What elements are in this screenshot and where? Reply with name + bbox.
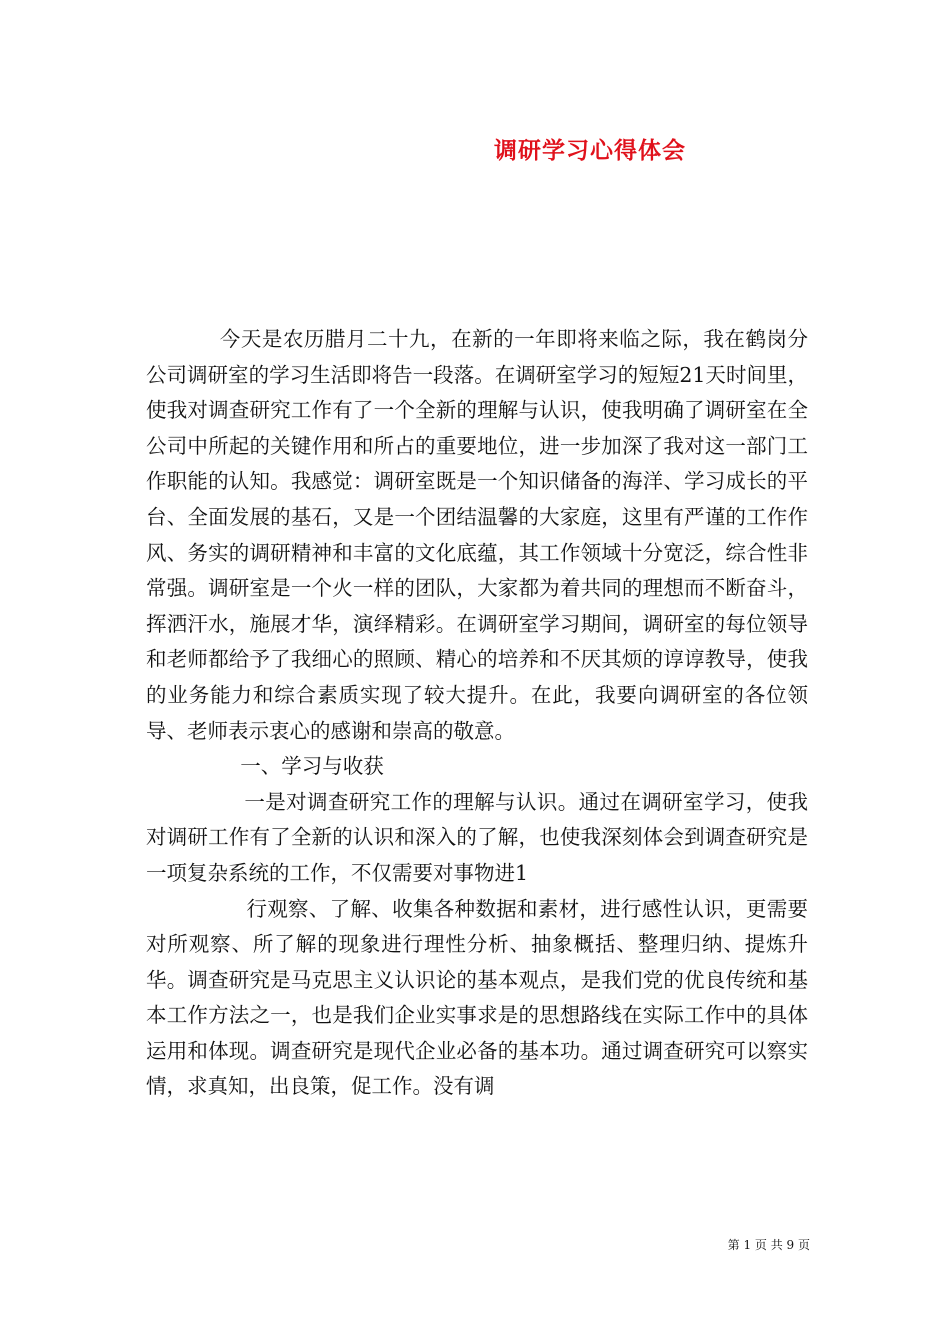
paragraph-intro: 今天是农历腊月二十九，在新的一年即将来临之际，我在鹤岗分公司调研室的学习生活即将告一段落。在调研室学习的短短21天时间里，使我对调查研究工作有了一个全新的理解与认识，使我明确了调研室在全公司中所起的关键作用和所占的重要地位，进一步加深了我对这一部门工作职能的认知。我感觉：调研室既是一个知识储备的海洋、学习成长的平台、全面发展的基石，又是一个团结温馨的大家庭，这里有严谨的工作作风、务实的调研精神和丰富的文化底蕴，其工作领域十分宽泛，综合性非常强。调研室是一个火一样的团队，大家都为着共同的理想而不断奋斗，挥洒汗水，施展才华，演绎精彩。在调研室学习期间，调研室的每位领导和老师都给予了我细心的照顾、精心的培养和不厌其烦的谆谆教导，使我的业务能力和综合素质实现了较大提升。在此，我要向调研室的各位领导、老师表示衷心的感谢和崇高的敬意。 [146,327,808,743]
paragraph-continuation: 行观察、了解、收集各种数据和素材，进行感性认识，更需要对所观察、所了解的现象进行理性分析、抽象概括、整理归纳、提炼升华。调查研究是马克思主义认识论的基本观点，是我们党的优良传统和基本工作方法之一，也是我们企业实事求是的思想路线在实际工作中的具体运用和体现。调查研究是现代企业必备的基本功。通过调查研究可以察实情，求真知，出良策，促工作。没有调 [146,896,808,1099]
section-heading-study-and-gains: 一、学习与收获 [240,754,384,779]
document-title: 调研学习心得体会 [494,137,686,164]
paragraph-item-one: 一是对调查研究工作的理解与认识。通过在调研室学习，使我对调研工作有了全新的认识和深入的了解，也使我深刻体会到调查研究是一项复杂系统的工作，不仅需要对事物进1 [146,789,808,885]
page-number-footer: 第 1 页 共 9 页 [727,1238,810,1252]
document-body [146,322,808,1105]
